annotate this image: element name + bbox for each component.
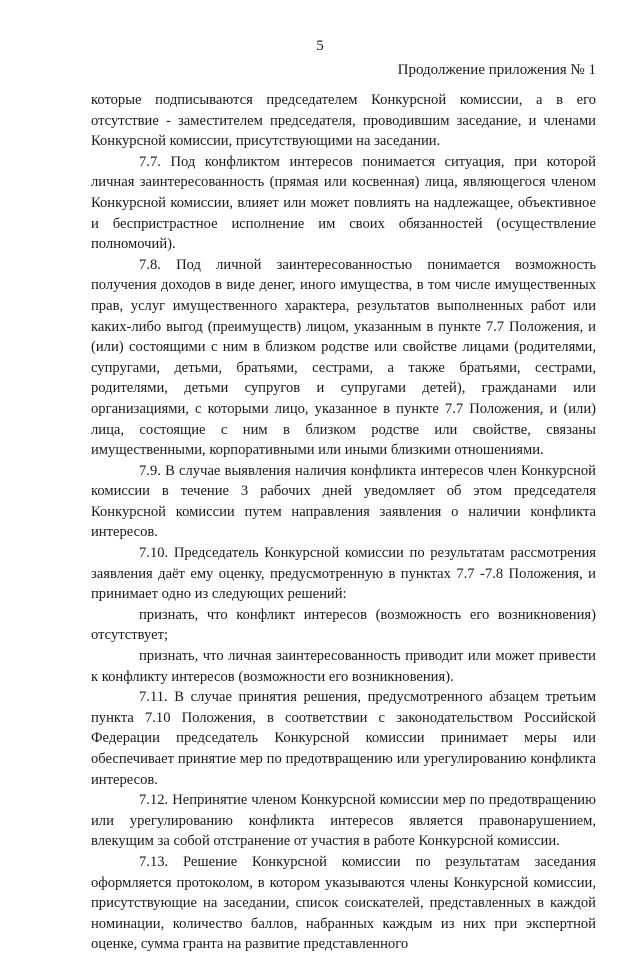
paragraph-7-11: 7.11. В случае принятия решения, предусмотренного абзацем третьим пункта 7.10 Положения, в соответствии с законодательством Российской Федерации председатель Конкурсной комиссии принимает меры или обеспечивает принятие мер по предотвращению или урегулированию конфликта интересов. bbox=[91, 689, 596, 788]
paragraph-7-13: 7.13. Решение Конкурсной комиссии по результатам заседания оформляется протоколом, в котором указываются члены Конкурсной комиссии, присутствующие на заседании, список соискателей, представленных в каждой номинации, количество баллов, набранных каждым из них при экспертной оценке, сумма гранта на развитие представленного bbox=[91, 853, 596, 953]
paragraph-7-9: 7.9. В случае выявления наличия конфликта интересов член Конкурсной комиссии в течение 3 рабочих дней уведомляет об этом председателя Конкурсной комиссии путем направления заявления о наличии конфликта интересов. bbox=[91, 462, 596, 541]
appendix-header: Продолжение приложения № 1 bbox=[397, 62, 596, 78]
paragraph-decision-1: признать, что конфликт интересов (возможность его возникновения) отсутствует; bbox=[91, 606, 596, 644]
page-number: 5 bbox=[316, 38, 324, 54]
paragraph-decision-2: признать, что личная заинтересованность приводит или может привести к конфликту интересов (возможности его возникновения). bbox=[91, 648, 596, 685]
document-body bbox=[91, 90, 596, 955]
paragraph-7-8: 7.8. Под личной заинтересованностью понимается возможность получения доходов в виде денег, иного имущества, в том числе имущественных прав, услуг имущественного характера, результатов выполненных работ или каких-либо выгод (преимуществ) лицом, указанным в пункте 7.7 Положения, и (или) состоящими с ним в близком родстве или свойстве лицами (родителями, супругами, детьми, братьями, сестрами, а также братьями, сестрами, родителями, детьми супругов и супругами детей), гражданами или организациями, с которыми лицо, указанное в пункте 7.7 Положения, и (или) лица, состоящие с ним в близком родстве или свойстве, связаны имущественными, корпоративными или иными близкими отношениями. bbox=[91, 256, 596, 459]
paragraph-continuation: которые подписываются председателем Конкурсной комиссии, а в его отсутствие - заместителем председателя, проводившим заседание, и членами Конкурсной комиссии, присутствующими на заседании. bbox=[91, 92, 596, 150]
paragraph-7-7: 7.7. Под конфликтом интересов понимается ситуация, при которой личная заинтересованность (прямая или косвенная) лица, являющегося членом Конкурсной комиссии, влияет или может повлиять на надлежащее, объективное и беспристрастное исполнение им своих обязанностей (осуществление полномочий). bbox=[91, 153, 596, 253]
paragraph-7-12: 7.12. Непринятие членом Конкурсной комиссии мер по предотвращению или урегулированию конфликта интересов является правонарушением, влекущим за собой отстранение от участия в работе Конкурсной комиссии. bbox=[91, 792, 596, 850]
paragraph-7-10: 7.10. Председатель Конкурсной комиссии по результатам рассмотрения заявления даёт ему оценку, предусмотренную в пунктах 7.7 -7.8 Положения, и принимает одно из следующих решений: bbox=[91, 545, 596, 603]
